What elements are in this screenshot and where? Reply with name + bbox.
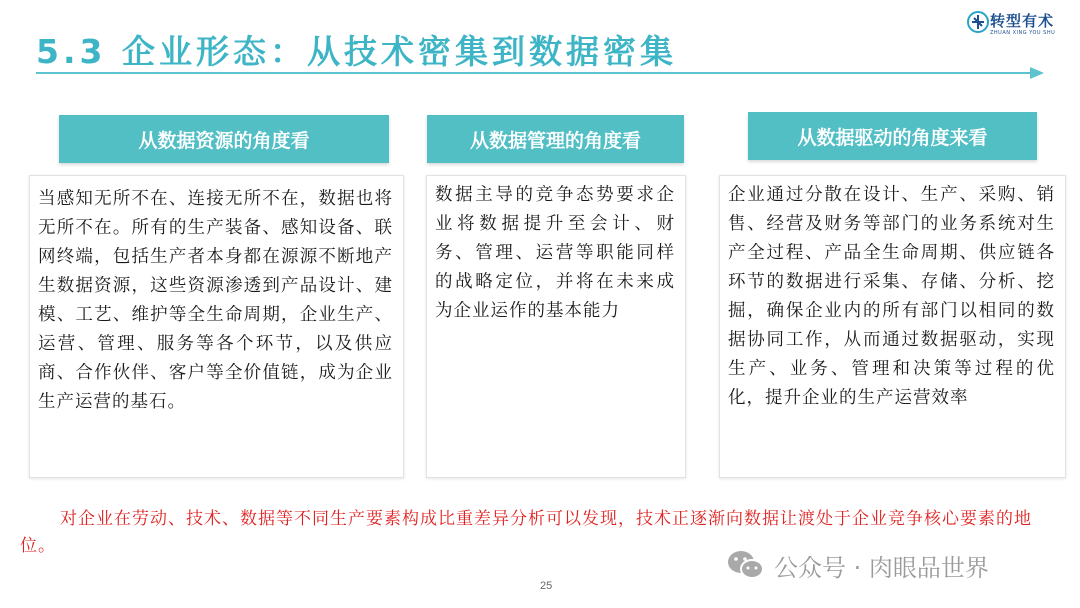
slide-title: 5.3 企业形态：从技术密集到数据密集 <box>36 32 677 71</box>
brand-logo <box>966 6 1076 40</box>
column-1-body: 当感知无所不在、连接无所不在，数据也将无所不在。所有的生产装备、感知设备、联网终端，包括生产者本身都在源源不断地产生数据资源，这些资源渗透到产品设计、建模、工艺、维护等全生命周期，企业生产、运营、管理、服务等各个环节，以及供应商、合作伙伴、客户等全价值链，成为企业生产运营的基石。 <box>29 175 404 478</box>
column-2-header: 从数据管理的角度看 <box>427 115 684 163</box>
column-1-header: 从数据资源的角度看 <box>59 115 389 163</box>
watermark-text: 公众号 · 肉眼品世界 <box>774 553 989 582</box>
column-3-body: 企业通过分散在设计、生产、采购、销售、经营及财务等部门的业务系统对生产全过程、产品全生命周期、供应链各环节的数据进行采集、存储、分析、挖掘，确保企业内的所有部门以相同的数据协同工作，从而通过数据驱动，实现生产、业务、管理和决策等过程的优化，提升企业的生产运营效率 <box>719 175 1066 478</box>
watermark <box>726 545 989 585</box>
wechat-icon <box>726 548 766 582</box>
logo-name: 转型有术 <box>990 12 1055 30</box>
title-underline <box>36 72 1032 74</box>
column-2-body: 数据主导的竞争态势要求企业将数据提升至会计、财务、管理、运营等职能同样的战略定位，并将在未来成为企业运作的基本能力 <box>426 175 686 478</box>
conclusion-note: 对企业在劳动、技术、数据等不同生产要素构成比重差异分析可以发现，技术正逐渐向数据让渡处于企业竞争核心要素的地位。 <box>20 509 1032 556</box>
logo-mark-icon <box>966 9 990 35</box>
page-number: 25 <box>540 580 553 592</box>
column-3-header: 从数据驱动的角度来看 <box>748 112 1037 160</box>
arrow-head-icon <box>1030 67 1044 79</box>
logo-subtitle: ZHUAN XING YOU SHU <box>990 30 1056 36</box>
